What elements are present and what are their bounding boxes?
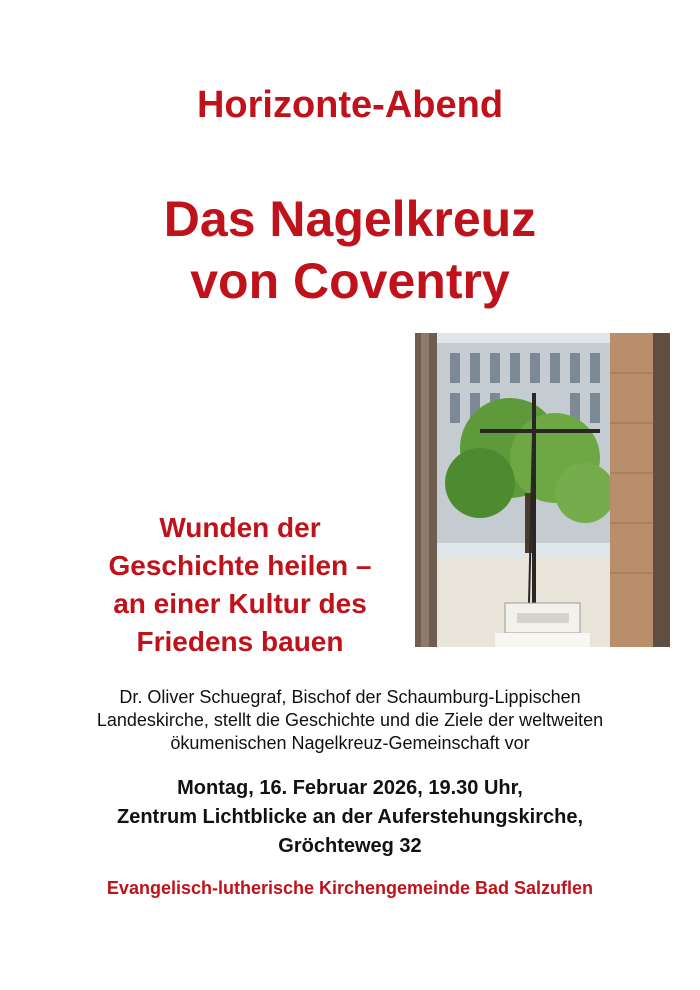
subtitle-line-3: an einer Kultur des xyxy=(113,588,367,619)
main-title-line-1: Das Nagelkreuz xyxy=(163,191,537,247)
description-line-1: Dr. Oliver Schuegraf, Bischof der Schaumburg-Lippischen xyxy=(119,687,581,707)
event-venue: Zentrum Lichtblicke an der Auferstehungskirche, xyxy=(116,806,584,828)
event-series-title: Horizonte-Abend xyxy=(196,84,504,126)
main-title-line-2: von Coventry xyxy=(190,253,510,309)
nail-cross-photo xyxy=(415,333,670,647)
event-street: Gröchteweg 32 xyxy=(278,835,422,857)
organizer: Evangelisch-lutherische Kirchengemeinde Bad Salzuflen xyxy=(106,878,594,898)
subtitle-line-4: Friedens bauen xyxy=(136,626,344,657)
subtitle xyxy=(70,509,410,661)
main-title xyxy=(0,188,700,312)
subtitle-line-1: Wunden der xyxy=(159,512,321,543)
event-details xyxy=(0,774,700,861)
description-line-3: ökumenischen Nagelkreuz-Gemeinschaft vor xyxy=(170,733,530,753)
subtitle-line-2: Geschichte heilen – xyxy=(108,550,372,581)
description-line-2: Landeskirche, stellt die Geschichte und die Ziele der weltweiten xyxy=(96,710,604,730)
event-date-time: Montag, 16. Februar 2026, 19.30 Uhr, xyxy=(177,777,523,799)
event-description xyxy=(0,686,700,755)
